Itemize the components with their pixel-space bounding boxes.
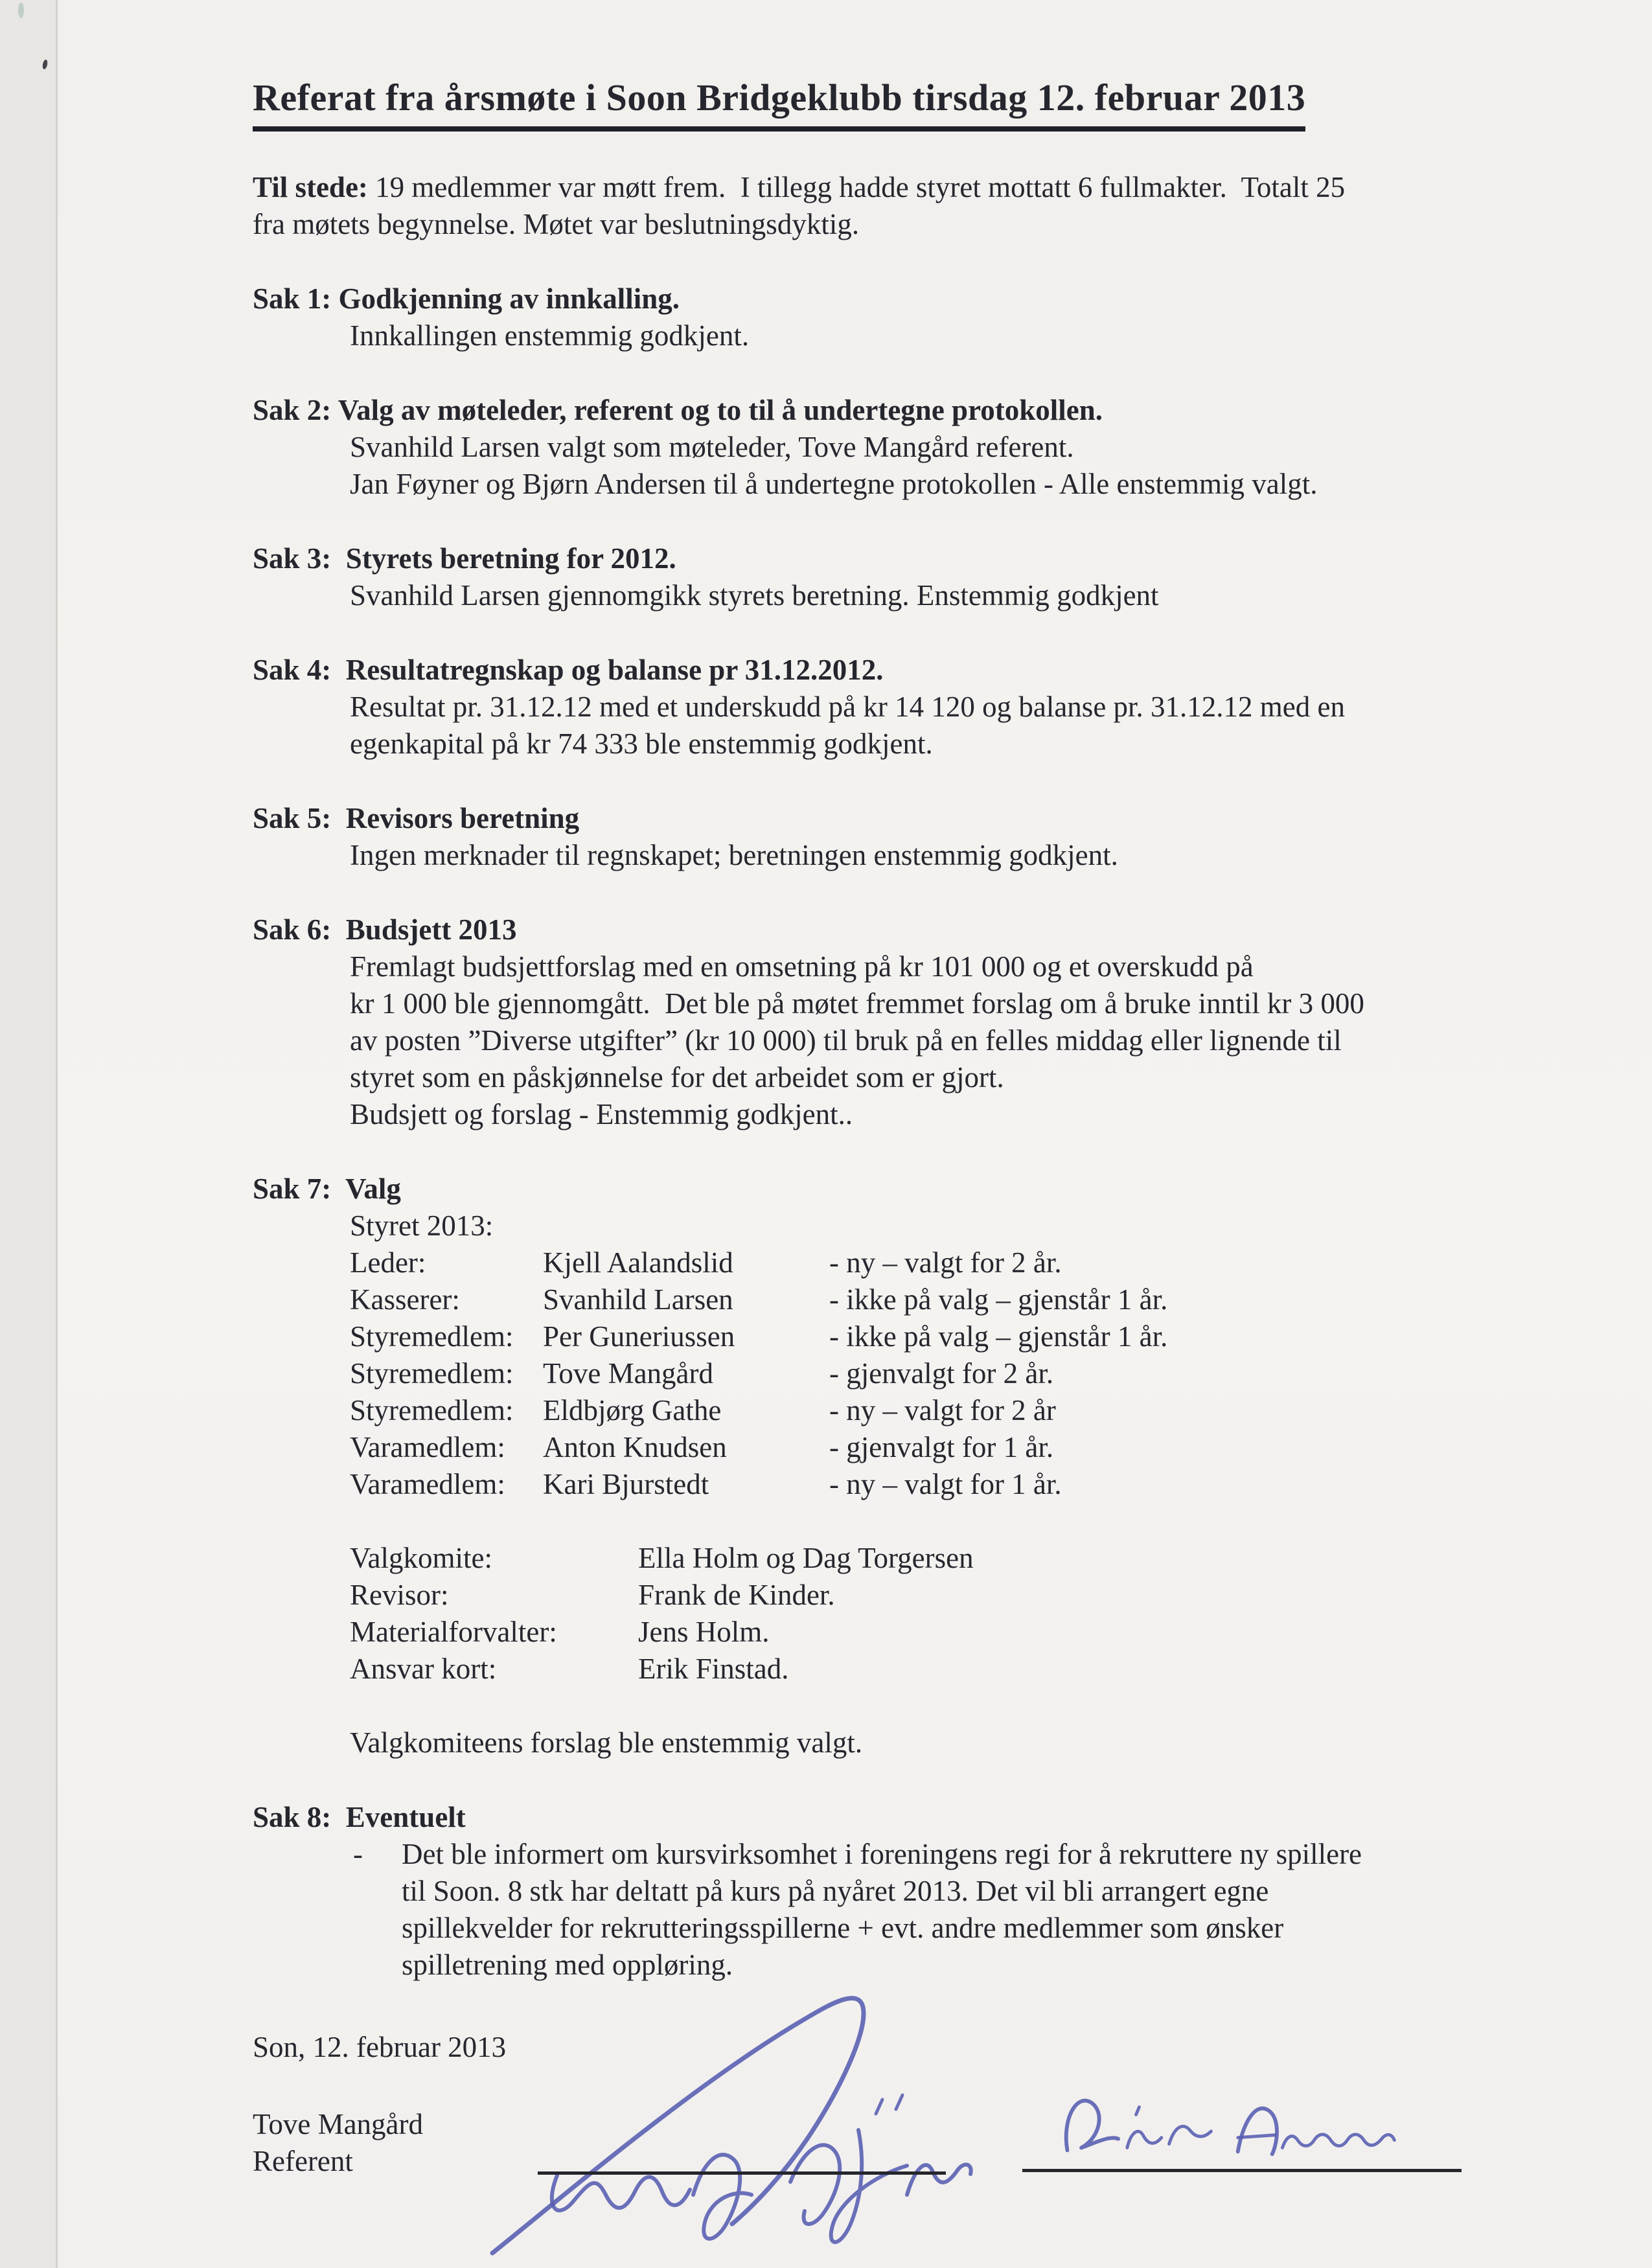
committee-value: Erik Finstad. <box>638 1652 789 1685</box>
board-role: Styremedlem: <box>350 1357 514 1390</box>
spacer <box>253 1503 1484 1540</box>
board-note: - ny – valgt for 1 år. <box>829 1467 1062 1500</box>
committee-row-valgkomite <box>350 1540 1484 1577</box>
sak-7-section <box>253 1171 1484 1761</box>
sak-6-heading: Sak 6: Budsjett 2013 <box>253 913 517 946</box>
attendance-line-2: fra møtets begynnelse. Møtet var beslutningsdyktig. <box>253 207 860 240</box>
signature-line-left <box>538 2171 946 2175</box>
board-role: Styremedlem: <box>350 1393 514 1426</box>
sak-5-section <box>253 800 1484 874</box>
signature-left-ink <box>479 1981 985 2260</box>
sak-8-line: spillekvelder for rekrutteringsspillerne + evt. andre medlemmer som ønsker <box>402 1911 1284 1944</box>
attendance-lead: Til stede: <box>253 170 368 203</box>
board-note: - ikke på valg – gjenstår 1 år. <box>829 1320 1168 1353</box>
sak-5-line: Ingen merknader til regnskapet; beretningen enstemmig godkjent. <box>350 838 1118 871</box>
sak-6-line: styret som en påskjønnelse for det arbeidet som er gjort. <box>350 1060 1004 1094</box>
committee-row-ansvar-kort <box>350 1651 1484 1688</box>
board-name: Per Guneriussen <box>543 1320 735 1353</box>
board-note: - ny – valgt for 2 år <box>829 1393 1056 1426</box>
attendance-paragraph <box>253 169 1484 243</box>
sak-6-section <box>253 911 1484 1133</box>
sak-3-heading: Sak 3: Styrets beretning for 2012. <box>253 542 676 575</box>
sak-4-section <box>253 652 1484 762</box>
board-note: - ny – valgt for 2 år. <box>829 1246 1062 1279</box>
sak-1-section <box>253 281 1484 354</box>
board-note: - ikke på valg – gjenstår 1 år. <box>829 1283 1168 1316</box>
bullet-dash: - <box>353 1837 363 1870</box>
committee-row-materialforvalter <box>350 1614 1484 1651</box>
sak-3-line: Svanhild Larsen gjennomgikk styrets beretning. Enstemmig godkjent <box>350 578 1159 612</box>
sak-2-section <box>253 392 1484 503</box>
committee-value: Jens Holm. <box>638 1615 770 1648</box>
committee-row-revisor <box>350 1577 1484 1614</box>
board-name: Kari Bjurstedt <box>543 1467 709 1500</box>
sak-6-line: Budsjett og forslag - Enstemmig godkjent.. <box>350 1097 853 1130</box>
sak-2-line: Jan Føyner og Bjørn Andersen til å undertegne protokollen - Alle enstemmig valgt. <box>350 467 1318 500</box>
board-name: Eldbjørg Gathe <box>543 1393 722 1426</box>
committee-value: Ella Holm og Dag Torgersen <box>638 1541 974 1574</box>
sak-6-line: av posten ”Diverse utgifter” (kr 10 000) til bruk på en felles middag eller lignende til <box>350 1024 1342 1057</box>
board-note: - gjenvalgt for 1 år. <box>829 1430 1054 1463</box>
sak-1-line: Innkallingen enstemmig godkjent. <box>350 319 750 352</box>
signature-right-ink <box>1050 2081 1406 2171</box>
board-role: Kasserer: <box>350 1283 460 1316</box>
sak-4-heading: Sak 4: Resultatregnskap og balanse pr 31.12.2012. <box>253 653 884 686</box>
board-name: Kjell Aalandslid <box>543 1246 733 1279</box>
committee-label: Valgkomite: <box>350 1541 492 1574</box>
board-name: Tove Mangård <box>543 1357 714 1390</box>
committee-label: Ansvar kort: <box>350 1652 497 1685</box>
board-role: Styremedlem: <box>350 1320 514 1353</box>
board-row-styremedlem-2 <box>350 1355 1484 1392</box>
scanner-edge-strip <box>0 0 56 2268</box>
page-title: Referat fra årsmøte i Soon Bridgeklubb tirsdag 12. februar 2013 <box>253 76 1305 132</box>
board-role: Varamedlem: <box>350 1467 505 1500</box>
scan-speck <box>18 3 24 18</box>
sak-2-line: Svanhild Larsen valgt som møteleder, Tove Mangård referent. <box>350 430 1074 463</box>
document-content <box>253 76 1484 2180</box>
board-row-kasserer <box>350 1281 1484 1318</box>
sak-6-line: Fremlagt budsjettforslag med en omsetning på kr 101 000 og et overskudd på <box>350 950 1254 983</box>
sak-1-heading: Sak 1: Godkjenning av innkalling. <box>253 282 680 315</box>
board-row-styremedlem-3 <box>350 1392 1484 1429</box>
sak-7-heading: Sak 7: Valg <box>253 1172 401 1205</box>
spacer <box>253 1688 1484 1724</box>
sak-8-line: til Soon. 8 stk har deltatt på kurs på nyåret 2013. Det vil bli arrangert egne <box>402 1874 1269 1907</box>
sak-8-section <box>253 1799 1484 1984</box>
committee-label: Materialforvalter: <box>350 1615 557 1648</box>
board-name: Svanhild Larsen <box>543 1283 733 1316</box>
attendance-line-1 <box>253 169 1484 206</box>
sak-2-heading: Sak 2: Valg av møteleder, referent og to til å undertegne protokollen. <box>253 393 1103 426</box>
board-role: Varamedlem: <box>350 1430 505 1463</box>
attendance-line-1-rest: 19 medlemmer var møtt frem. I tillegg hadde styret mottatt 6 fullmakter. Totalt 25 <box>367 170 1346 203</box>
referent-name: Tove Mangård <box>253 2107 424 2140</box>
date-place-line: Son, 12. februar 2013 <box>253 2030 507 2063</box>
sak-4-line: egenkapital på kr 74 333 ble enstemmig godkjent. <box>350 727 933 760</box>
board-row-styremedlem-1 <box>350 1318 1484 1355</box>
sak-7-closing-line: Valgkomiteens forslag ble enstemmig valgt. <box>350 1726 863 1759</box>
sak-8-line: spilletrening med oppløring. <box>402 1948 733 1981</box>
sak-5-heading: Sak 5: Revisors beretning <box>253 801 580 834</box>
sak-6-line: kr 1 000 ble gjennomgått. Det ble på møtet fremmet forslag om å bruke inntil kr 3 000 <box>350 987 1364 1020</box>
board-role: Leder: <box>350 1246 426 1279</box>
board-note: - gjenvalgt for 2 år. <box>829 1357 1054 1390</box>
referent-role: Referent <box>253 2144 353 2177</box>
sak-4-line: Resultat pr. 31.12.12 med et underskudd på kr 14 120 og balanse pr. 31.12.12 med en <box>350 690 1345 723</box>
board-2013-intro: Styret 2013: <box>350 1209 494 1242</box>
board-name: Anton Knudsen <box>543 1430 727 1463</box>
paper-edge-line <box>56 0 58 2268</box>
sak-8-line: Det ble informert om kursvirksomhet i foreningens regi for å rekruttere ny spillere <box>402 1837 1362 1870</box>
sak-8-heading: Sak 8: Eventuelt <box>253 1800 466 1833</box>
committee-label: Revisor: <box>350 1578 449 1611</box>
board-row-varamedlem-2 <box>350 1466 1484 1503</box>
board-row-leder <box>350 1244 1484 1281</box>
committee-value: Frank de Kinder. <box>638 1578 835 1611</box>
sak-3-section <box>253 540 1484 614</box>
sak-8-bullet-line <box>353 1836 1484 1873</box>
signature-line-right <box>1022 2169 1462 2172</box>
board-row-varamedlem-1 <box>350 1429 1484 1466</box>
